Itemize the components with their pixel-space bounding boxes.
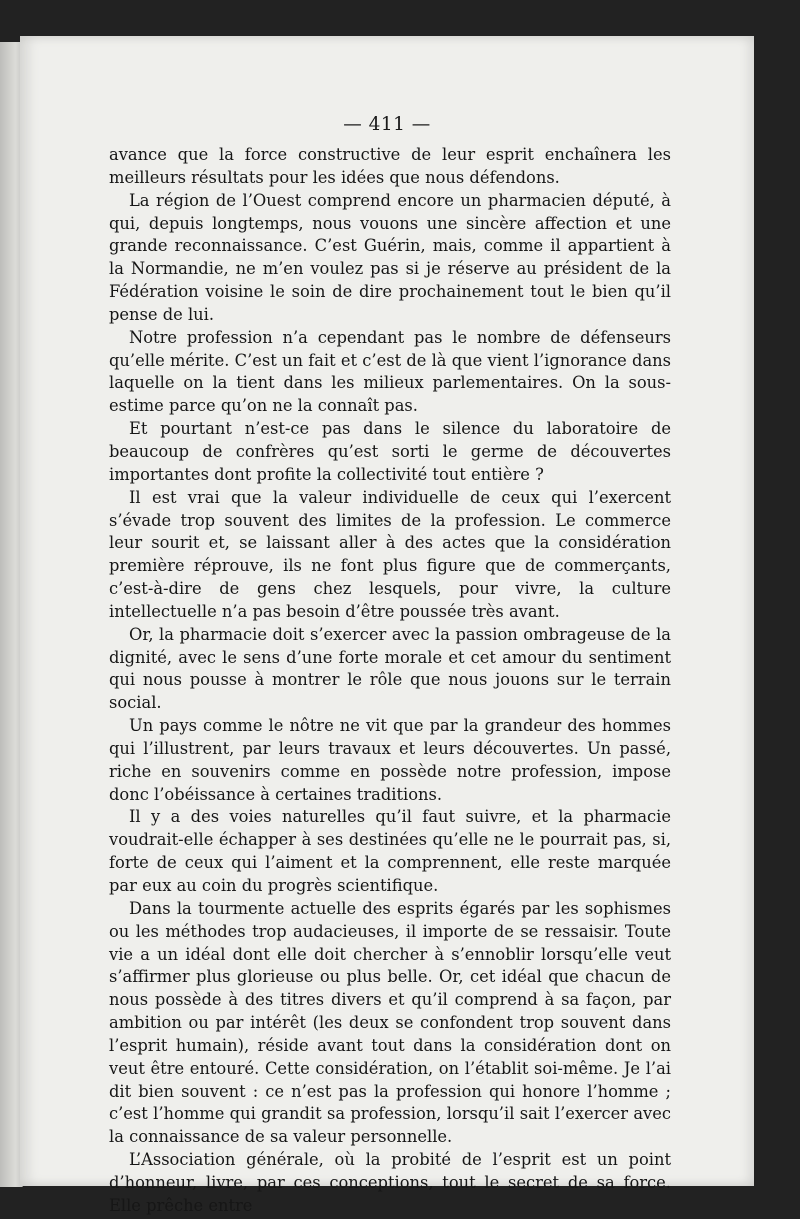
paragraph: avance que la force constructive de leur esprit enchaînera les meilleurs résultats pour les idées que nous défendons. — [109, 145, 671, 187]
paragraph: Or, la pharmacie doit s’exercer avec la passion ombrageuse de la dignité, avec le sens d’une forte morale et cet amour du sentiment qui nous pousse à montrer le rôle que nous jouons sur le terrain social. — [109, 624, 671, 713]
body-text — [109, 144, 671, 1218]
paragraph: Il y a des voies naturelles qu’il faut suivre, et la pharmacie voudrait-elle échapper à ses destinées qu’elle ne le pourrait pas, si, forte de ceux qui l’aiment et la comprennent, elle reste marquée par eux au coin du progrès scientifique. — [109, 807, 671, 895]
paragraph: Notre profession n’a cependant pas le nombre de défenseurs qu’elle mérite. C’est un fait et c’est de là que vient l’ignorance dans laquelle on la tient dans les milieux parlementaires. On la sous-estime parce qu’on ne la connaît pas. — [109, 327, 671, 416]
paragraph: Un pays comme le nôtre ne vit que par la grandeur des hommes qui l’illustrent, par leurs travaux et leurs découvertes. Un passé, riche en souvenirs comme en possède notre profession, impose donc l’obéissance à certaines traditions. — [109, 716, 671, 804]
page-number: — 411 — — [343, 114, 431, 135]
paragraph: L’Association générale, où la probité de l’esprit est un point d’honneur, livre, par ces conceptions, tout le secret de sa force. Elle prêche entre — [109, 1150, 671, 1215]
paragraph: Dans la tourmente actuelle des esprits égarés par les sophismes ou les méthodes trop audacieuses, il importe de se ressaisir. Toute vie a un idéal dont elle doit chercher à s’ennoblir lorsqu’elle veut s’affirmer plus glorieuse ou plus belle. Or, cet idéal que chacun de nous possède à des titres divers et qu’il comprend à sa façon, par ambition ou par intérêt (les deux se confondent trop souvent dans l’esprit humain), réside avant tout dans la considération dont on veut être entouré. Cette considération, on l’établit soi-même. Je l’ai dit bien souvent : ce n’est pas la profession qui honore l’homme ; c’est l’homme qui grandit sa profession, lorsqu’il sait l’exercer avec la connaissance de sa valeur personnelle. — [109, 898, 671, 1147]
book-page — [20, 36, 754, 1215]
paragraph: La région de l’Ouest comprend encore un pharmacien député, à qui, depuis longtemps, nous vouons une sincère affection et une grande reconnaissance. C’est Guérin, mais, comme il appartient à la Normandie, ne m’en voulez pas si je réserve au président de la Fédération voisine le soin de dire prochainement tout le bien qu’il pense de lui. — [109, 190, 671, 324]
paragraph: Il est vrai que la valeur individuelle de ceux qui l’exercent s’évade trop souvent des limites de la profession. Le commerce leur sourit et, se laissant aller à des actes que la considération première réprouve, ils ne font plus figure que de commerçants, c’est-à-dire de gens chez lesquels, pour vivre, la culture intellectuelle n’a pas besoin d’être poussée très avant. — [109, 487, 671, 621]
paragraph: Et pourtant n’est-ce pas dans le silence du laboratoire de beaucoup de confrères qu’est sorti le germe de découvertes importantes dont profite la collectivité tout entière ? — [109, 419, 671, 484]
